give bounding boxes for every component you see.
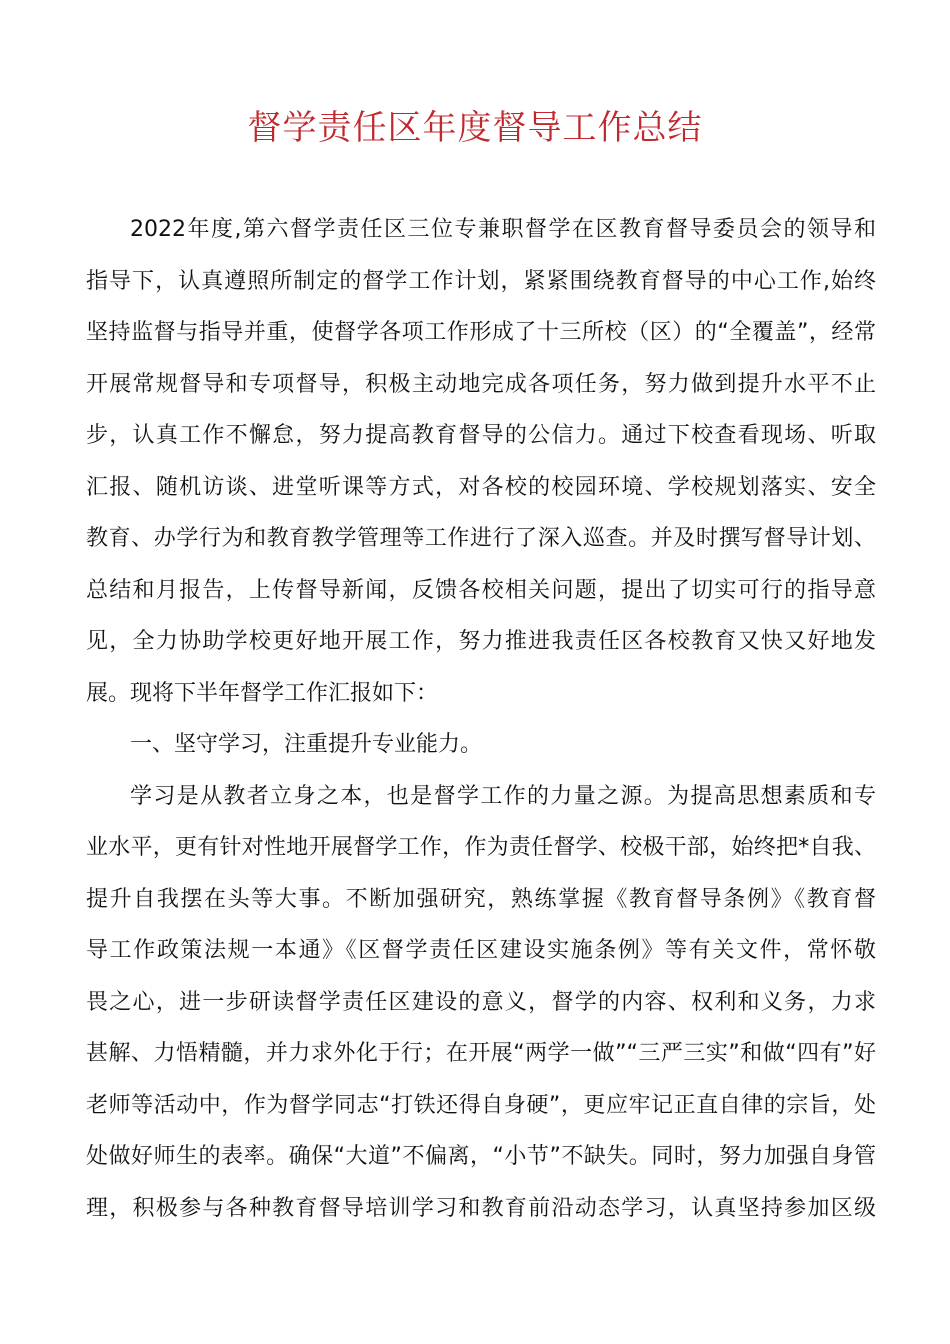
text-line: 展。现将下半年督学工作汇报如下： [86,680,439,706]
text-line: 坚持监督与指导并重，使督学各项工作形成了十三所校（区）的“全覆盖”，经常 [86,320,876,345]
text-line: 处做好师生的表率。确保“大道”不偏离，“小节”不缺失。同时，努力加强自身管 [86,1144,876,1169]
document-title: 督学责任区年度督导工作总结 [247,108,703,148]
text-line: 导工作政策法规一本通》《区督学责任区建设实施条例》等有关文件，常怀敬 [86,938,876,963]
text-line: 业水平，更有针对性地开展督学工作，作为责任督学、校极干部，始终把*自我、 [86,835,876,860]
text-line: 老师等活动中，作为督学同志“打铁还得自身硬”，更应牢记正直自律的宗旨，处 [86,1092,876,1118]
section-heading: 一、坚守学习，注重提升专业能力。 [130,732,483,757]
text-line: 甚解、力悟精髓，并力求外化于行；在开展“两学一做”“三严三实”和做“四有”好 [86,1041,876,1066]
text-line: 开展常规督导和专项督导，积极主动地完成各项任务，努力做到提升水平不止 [86,371,876,397]
document-body [86,204,876,1234]
text-line: 指导下，认真遵照所制定的督学工作计划，紧紧围绕教育督导的中心工作,始终 [86,268,876,294]
text-line: 总结和月报告，上传督导新闻，反馈各校相关问题，提出了切实可行的指导意 [86,577,876,603]
text-line: 畏之心，进一步研读督学责任区建设的意义，督学的内容、权利和义务，力求 [86,989,876,1015]
text-line: 理，积极参与各种教育督导培训学习和教育前沿动态学习，认真坚持参加区级 [86,1195,876,1221]
text-line: 提升自我摆在头等大事。不断加强研究，熟练掌握《教育督导条例》《教育督 [86,886,876,912]
text-line: 2022年度,第六督学责任区三位专兼职督学在区教育督导委员会的领导和 [130,217,876,242]
text-line: 见，全力协助学校更好地开展工作，努力推进我责任区各校教育又快又好地发 [86,629,876,654]
text-line: 汇报、随机访谈、进堂听课等方式，对各校的校园环境、学校规划落实、安全 [86,474,876,500]
text-line: 学习是从教者立身之本，也是督学工作的力量之源。为提高思想素质和专 [130,783,876,809]
text-line: 教育、办学行为和教育教学管理等工作进行了深入巡查。并及时撰写督导计划、 [86,526,876,551]
text-line: 步，认真工作不懈怠，努力提高教育督导的公信力。通过下校查看现场、听取 [86,423,876,448]
